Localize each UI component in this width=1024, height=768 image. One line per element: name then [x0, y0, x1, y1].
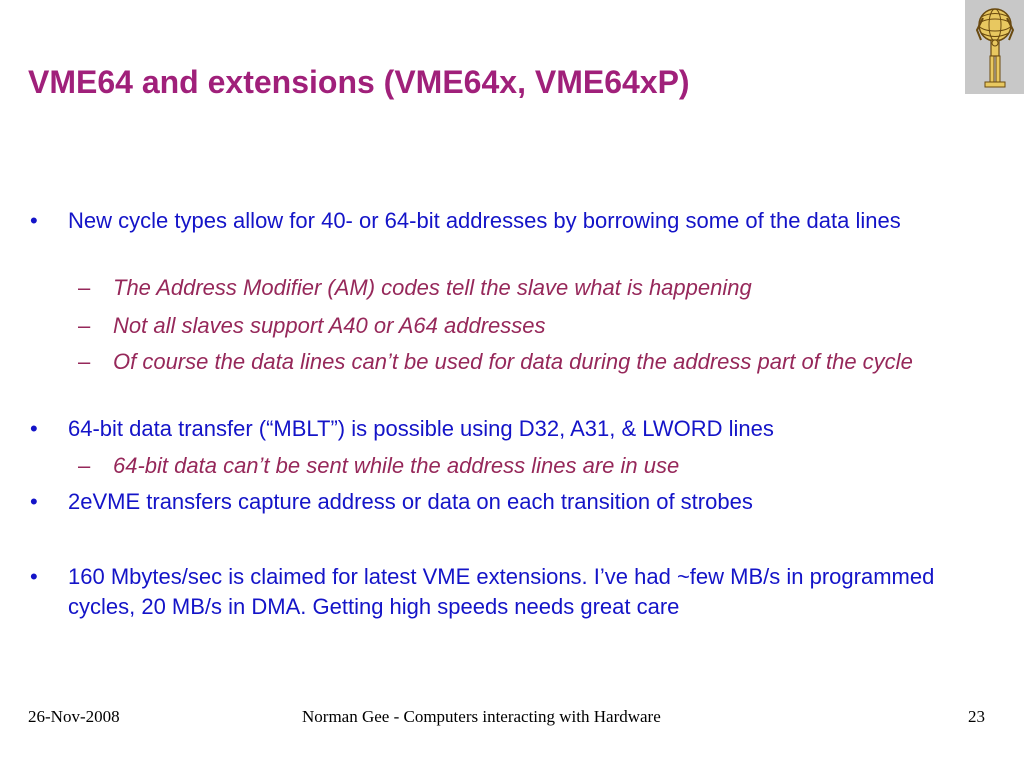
dash-glyph: –: [78, 453, 91, 478]
bullet-text: 64-bit data transfer (“MBLT”) is possible using D32, A31, & LWORD lines: [68, 416, 774, 441]
page-number: 23: [968, 707, 985, 726]
sub-bullet-text: 64-bit data can’t be sent while the address lines are in use: [113, 453, 680, 478]
sub-bullet-text: The Address Modifier (AM) codes tell the slave what is happening: [113, 275, 752, 300]
bullet-text: New cycle types allow for 40- or 64-bit addresses by borrowing some of the data lines: [68, 208, 901, 233]
bullet-text: 160 Mbytes/sec is claimed for latest VME extensions. I’ve had ~few MB/s in programmed cycles, 20 MB/s in DMA. Getting high speeds needs great care: [68, 564, 935, 619]
sub-bullet-text: Not all slaves support A40 or A64 addresses: [113, 313, 546, 338]
bullet-glyph: •: [30, 208, 38, 233]
bullet-text: 2eVME transfers capture address or data on each transition of strobes: [68, 489, 753, 514]
bullet-glyph: •: [30, 564, 38, 589]
dash-glyph: –: [78, 313, 91, 338]
footer-center-text: Norman Gee - Computers interacting with Hardware: [302, 707, 661, 726]
dash-glyph: –: [78, 275, 91, 300]
bullet-glyph: •: [30, 416, 38, 441]
slide-title: VME64 and extensions (VME64x, VME64xP): [28, 64, 690, 100]
bullet-glyph: •: [30, 489, 38, 514]
footer-date: 26-Nov-2008: [28, 707, 120, 726]
dash-glyph: –: [78, 349, 91, 374]
sub-bullet-text: Of course the data lines can’t be used for data during the address part of the cycle: [113, 349, 913, 374]
